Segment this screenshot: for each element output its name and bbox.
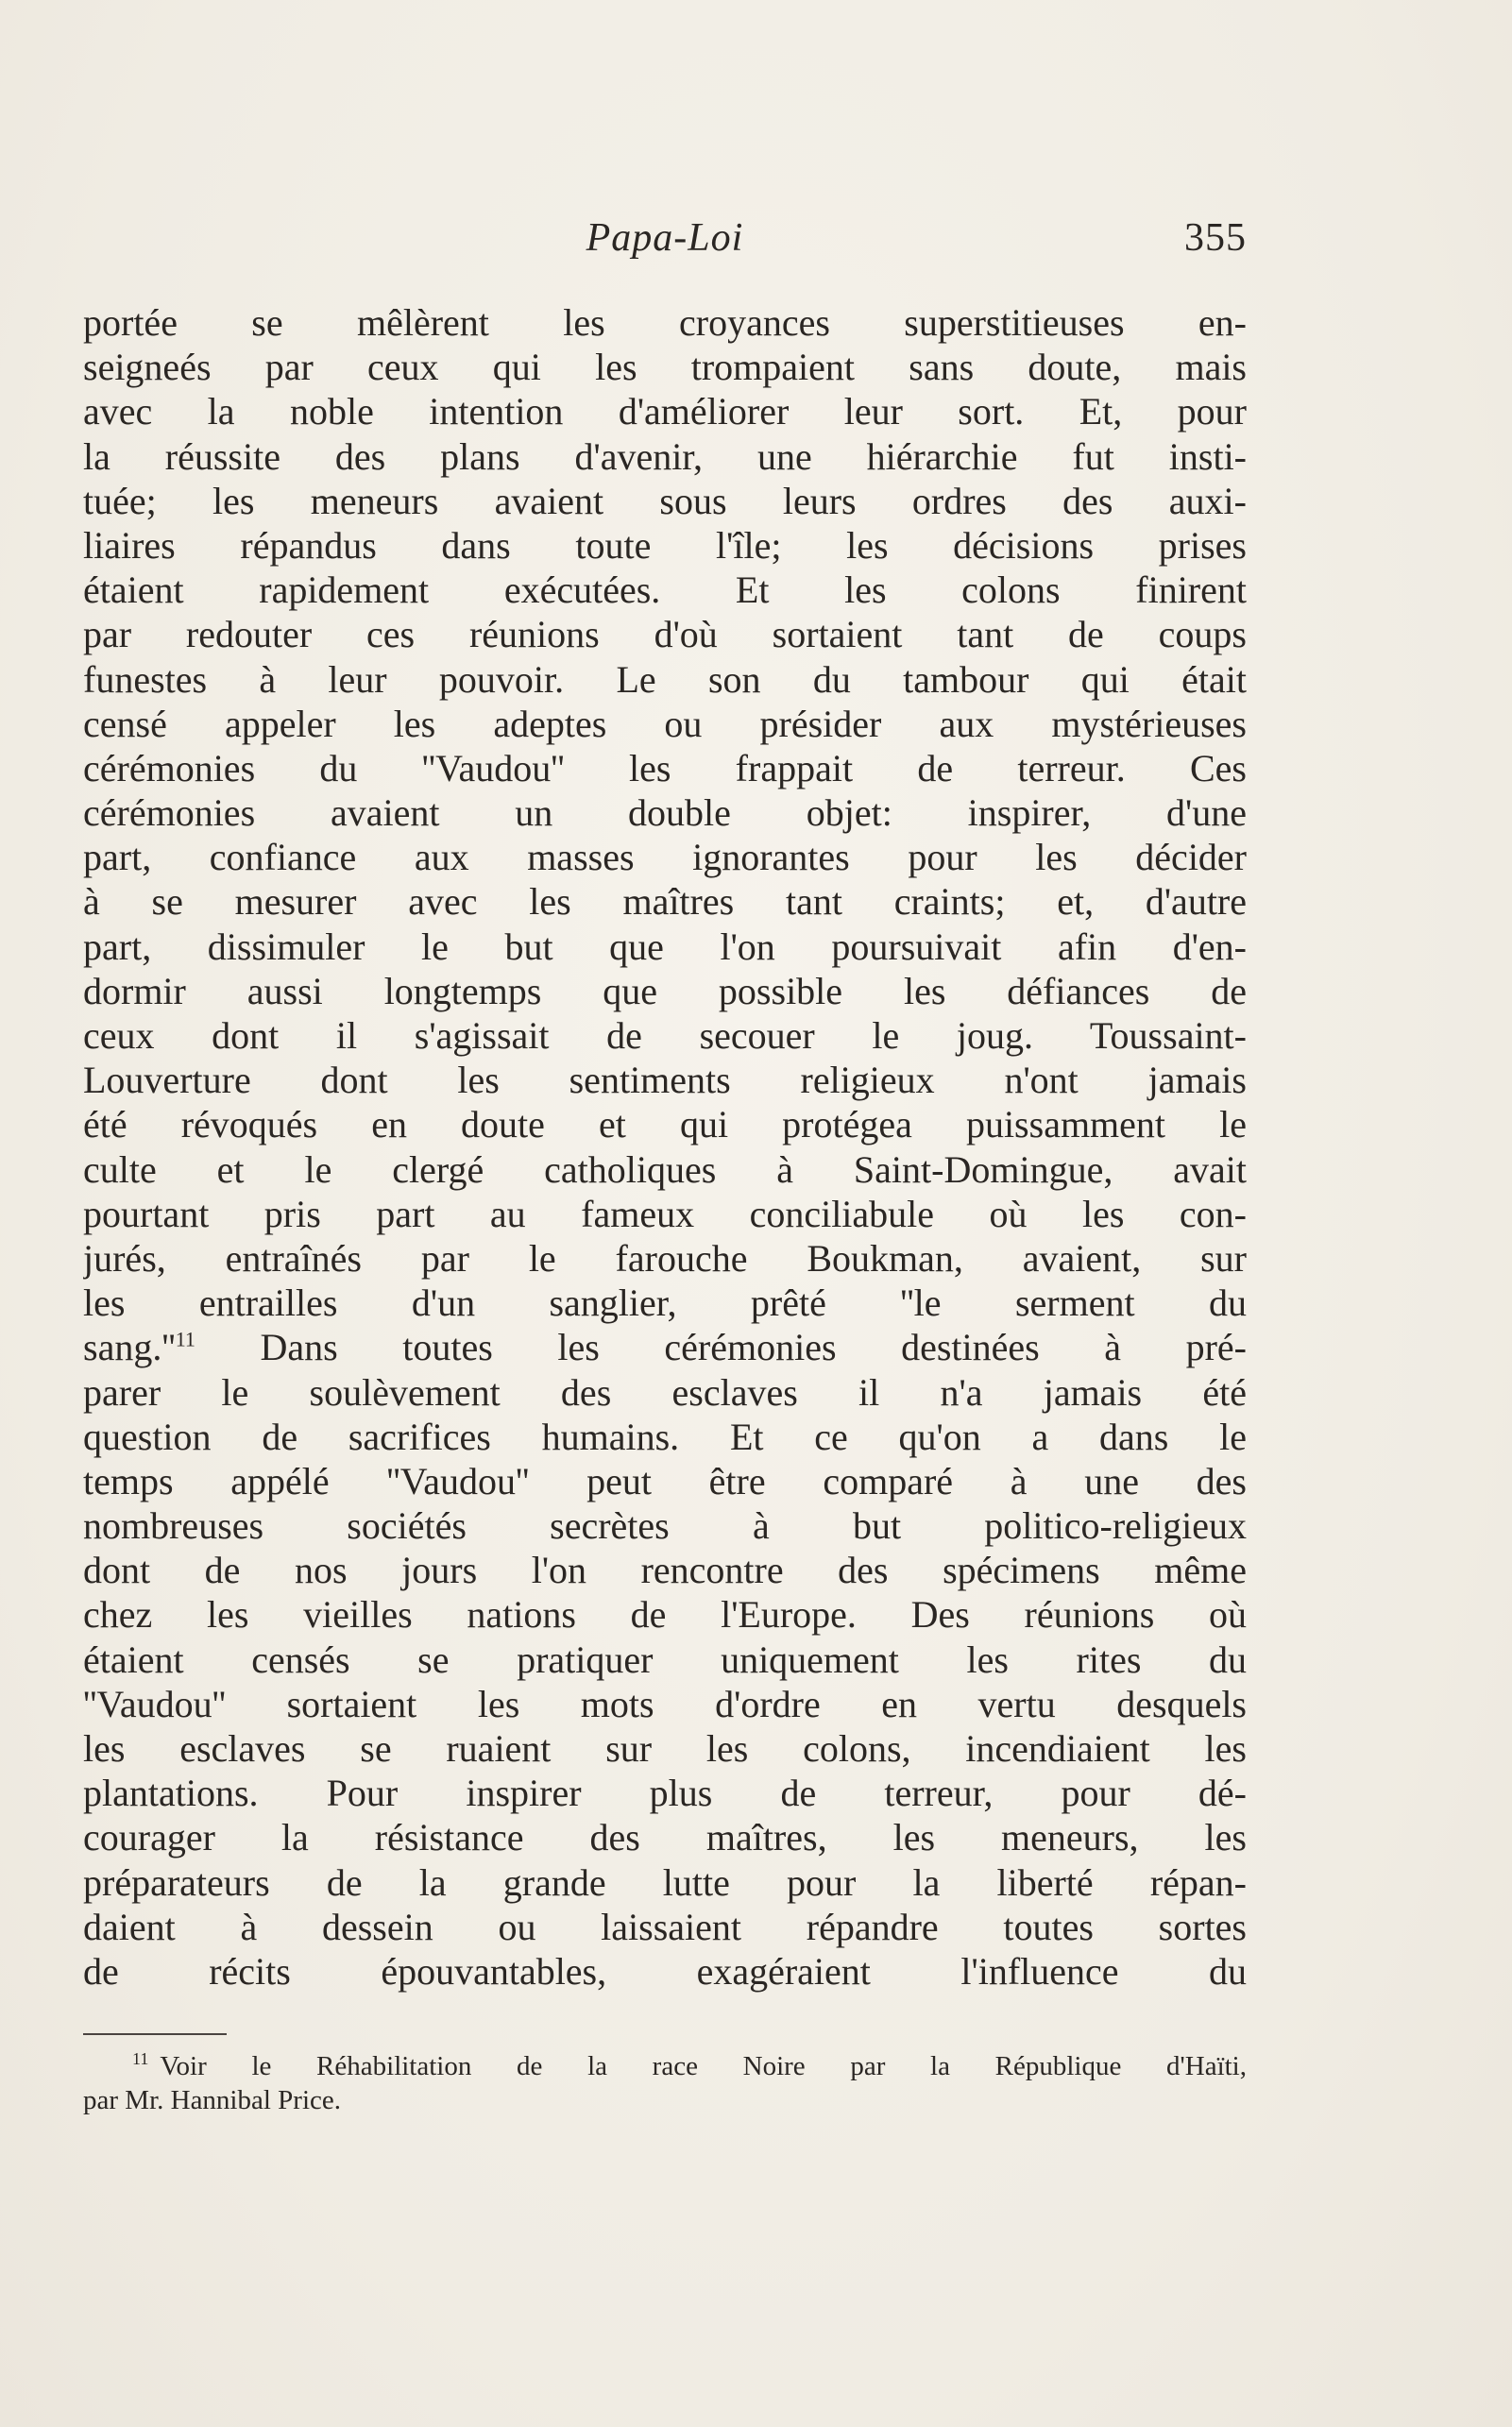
text-line: les esclaves se ruaient sur les colons, incendiaient les: [83, 1727, 1247, 1770]
text-line: censé appeler les adeptes ou présider aux mystérieuses: [83, 702, 1247, 745]
footnote-marker: 11: [132, 2049, 149, 2069]
footnote-divider: [83, 2033, 227, 2035]
text-line: ''Vaudou'' sortaient les mots d'ordre en vertu desquels: [83, 1682, 1247, 1725]
footnotes: [83, 2049, 1247, 2117]
page-header: [83, 215, 1247, 272]
text-line: funestes à leur pouvoir. Le son du tambour qui était: [83, 657, 1247, 701]
page-number: 355: [1184, 216, 1247, 260]
text-line: chez les vieilles nations de l'Europe. Des réunions où: [83, 1593, 1247, 1637]
text-line: étaient rapidement exécutées. Et les colons finirent: [83, 569, 1247, 612]
text-line: question de sacrifices humains. Et ce qu'on a dans le: [83, 1415, 1247, 1458]
text-line: portée se mêlèrent les croyances superstitieuses en-: [83, 301, 1247, 344]
text-line: plantations. Pour inspirer plus de terreur, pour dé-: [83, 1772, 1247, 1815]
text-line: par redouter ces réunions d'où sortaient tant de coups: [83, 613, 1247, 656]
text-line: étaient censés se pratiquer uniquement les rites du: [83, 1638, 1247, 1681]
text-line: part, confiance aux masses ignorantes pour les décider: [83, 836, 1247, 879]
text-line: été révoqués en doute et qui protégea puissamment le: [83, 1103, 1247, 1146]
footnote-line: par Mr. Hannibal Price.: [83, 2085, 342, 2115]
text-line: ceux dont il s'agissait de secouer le joug. Toussaint-: [83, 1014, 1247, 1057]
footnote-line: [83, 2049, 1247, 2083]
text-line: cérémonies du ''Vaudou'' les frappait de terreur. Ces: [83, 746, 1247, 789]
text-line: avec la noble intention d'améliorer leur sort. Et, pour: [83, 390, 1247, 433]
text-line: jurés, entraînés par le farouche Boukman, avaient, sur: [83, 1236, 1247, 1280]
text-line: seigneés par ceux qui les trompaient sans doute, mais: [83, 346, 1247, 389]
text-line: courager la résistance des maîtres, les meneurs, les: [83, 1816, 1247, 1859]
text-line: Louverture dont les sentiments religieux n'ont jamais: [83, 1059, 1247, 1102]
text-line: dormir aussi longtemps que possible les défiances de: [83, 969, 1247, 1012]
text-line: nombreuses sociétés secrètes à but politico-religieux: [83, 1504, 1247, 1548]
text-line: à se mesurer avec les maîtres tant craints; et, d'autre: [83, 880, 1247, 924]
text-line: pourtant pris part au fameux conciliabule où les con-: [83, 1192, 1247, 1235]
text-line: tuée; les meneurs avaient sous leurs ordres des auxi-: [83, 479, 1247, 522]
text-line-with-footnote-ref: [83, 1325, 1247, 1369]
text-line: temps appélé ''Vaudou'' peut être comparé à une des: [83, 1459, 1247, 1502]
text-line: cérémonies avaient un double objet: inspirer, d'une: [83, 791, 1247, 835]
text-line: les entrailles d'un sanglier, prêté ''le serment du: [83, 1281, 1247, 1325]
text-line: dont de nos jours l'on rencontre des spécimens même: [83, 1549, 1247, 1592]
text-line: parer le soulèvement des esclaves il n'a jamais été: [83, 1370, 1247, 1414]
text-line: la réussite des plans d'avenir, une hiérarchie fut insti-: [83, 434, 1247, 478]
text-segment: Dans toutes les cérémonies destinées à pré-: [195, 1326, 1247, 1369]
text-line: préparateurs de la grande lutte pour la liberté répan-: [83, 1860, 1247, 1904]
running-title: Papa-Loi: [586, 216, 744, 260]
text-segment: sang.'': [83, 1326, 176, 1369]
body-text: [83, 300, 1247, 1994]
text-line: culte et le clergé catholiques à Saint-Domingue, avait: [83, 1147, 1247, 1191]
footnote-reference: 11: [175, 1327, 195, 1351]
text-line: de récits épouvantables, exagéraient l'influence du: [83, 1949, 1247, 1993]
text-line: part, dissimuler le but que l'on poursuivait afin d'en-: [83, 925, 1247, 968]
footnote-text: Voir le Réhabilitation de la race Noire par la République d'Haïti,: [160, 2051, 1247, 2081]
text-line: liaires répandus dans toute l'île; les décisions prises: [83, 523, 1247, 567]
text-line: daient à dessein ou laissaient répandre toutes sortes: [83, 1905, 1247, 1948]
